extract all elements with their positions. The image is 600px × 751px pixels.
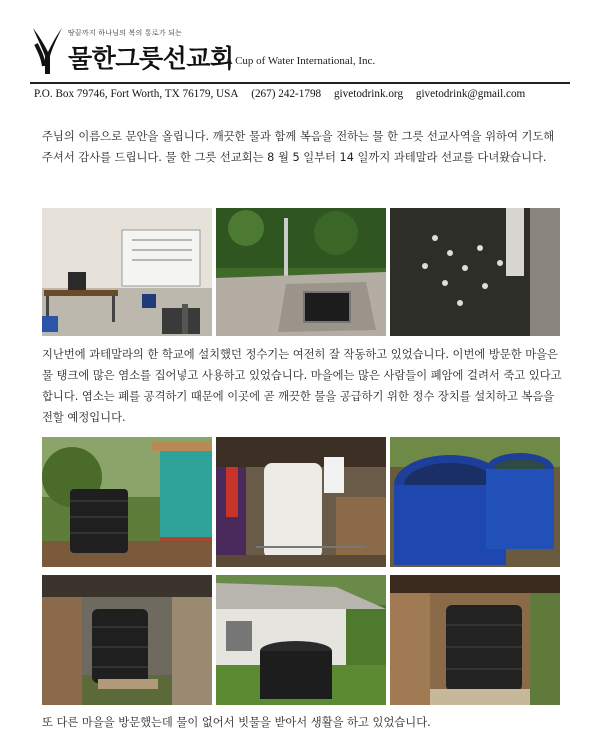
contact-line xyxy=(34,88,564,100)
paragraph-intro: 주님의 이름으로 문안을 올립니다. 깨끗한 물과 함께 복음을 전하는 물 한 그릇 선교사역을 위하여 기도해 주셔서 감사를 드립니다. 물 한 그릇 선교회는 8 월 5 일부터 14 일까지 과테말라 선교를 다녀왔습니다. xyxy=(42,130,555,164)
paragraph-update: 지난번에 과테말라의 한 학교에 설치했던 정수기는 여전히 잘 작동하고 있었습니다. 이번에 방문한 마을은 물 탱크에 많은 염소를 집어넣고 사용하고 있었습니다. 마을에는 많은 사람들이 폐암에 걸려서 죽고 있다고 합니다. 염소는 폐를 공격하기 때문에 이곳에 곧 깨끗한 물을 공급하기 위한 정수 장치를 설치하고 복음을 전할 예정입니다. xyxy=(42,348,562,424)
paragraph-rainwater: 또 다른 마을을 방문했는데 물이 없어서 빗물을 받아서 생활을 하고 있었습니다. xyxy=(42,716,431,729)
org-name-english: A Cup of Water International, Inc. xyxy=(225,55,376,67)
photo-white-tank-laundry xyxy=(216,437,386,567)
org-name-korean: 물한그릇선교회 xyxy=(68,44,234,73)
address: P.O. Box 79746, Fort Worth, TX 76179, USA xyxy=(34,88,239,100)
tagline: 땅끝까지 하나님의 복의 통로가 되는 xyxy=(68,29,183,37)
phone: (267) 242-1798 xyxy=(251,88,322,100)
photo-tank-interior xyxy=(390,208,560,336)
photo-water-tank-pit xyxy=(216,208,386,336)
photo-tank-under-roof xyxy=(42,575,212,705)
photo-tank-beside-shed xyxy=(216,575,386,705)
letterhead xyxy=(30,26,570,80)
website-link[interactable]: givetodrink.org xyxy=(333,88,404,100)
photo-black-tank-house xyxy=(42,437,212,567)
photo-school-filter-room xyxy=(42,208,212,336)
photo-tank-in-shelter xyxy=(390,575,560,705)
photo-blue-barrels xyxy=(390,437,560,567)
cup-logo-icon xyxy=(30,26,64,76)
header-divider xyxy=(30,82,570,84)
email-link[interactable]: givetodrink@gmail.com xyxy=(415,88,526,100)
